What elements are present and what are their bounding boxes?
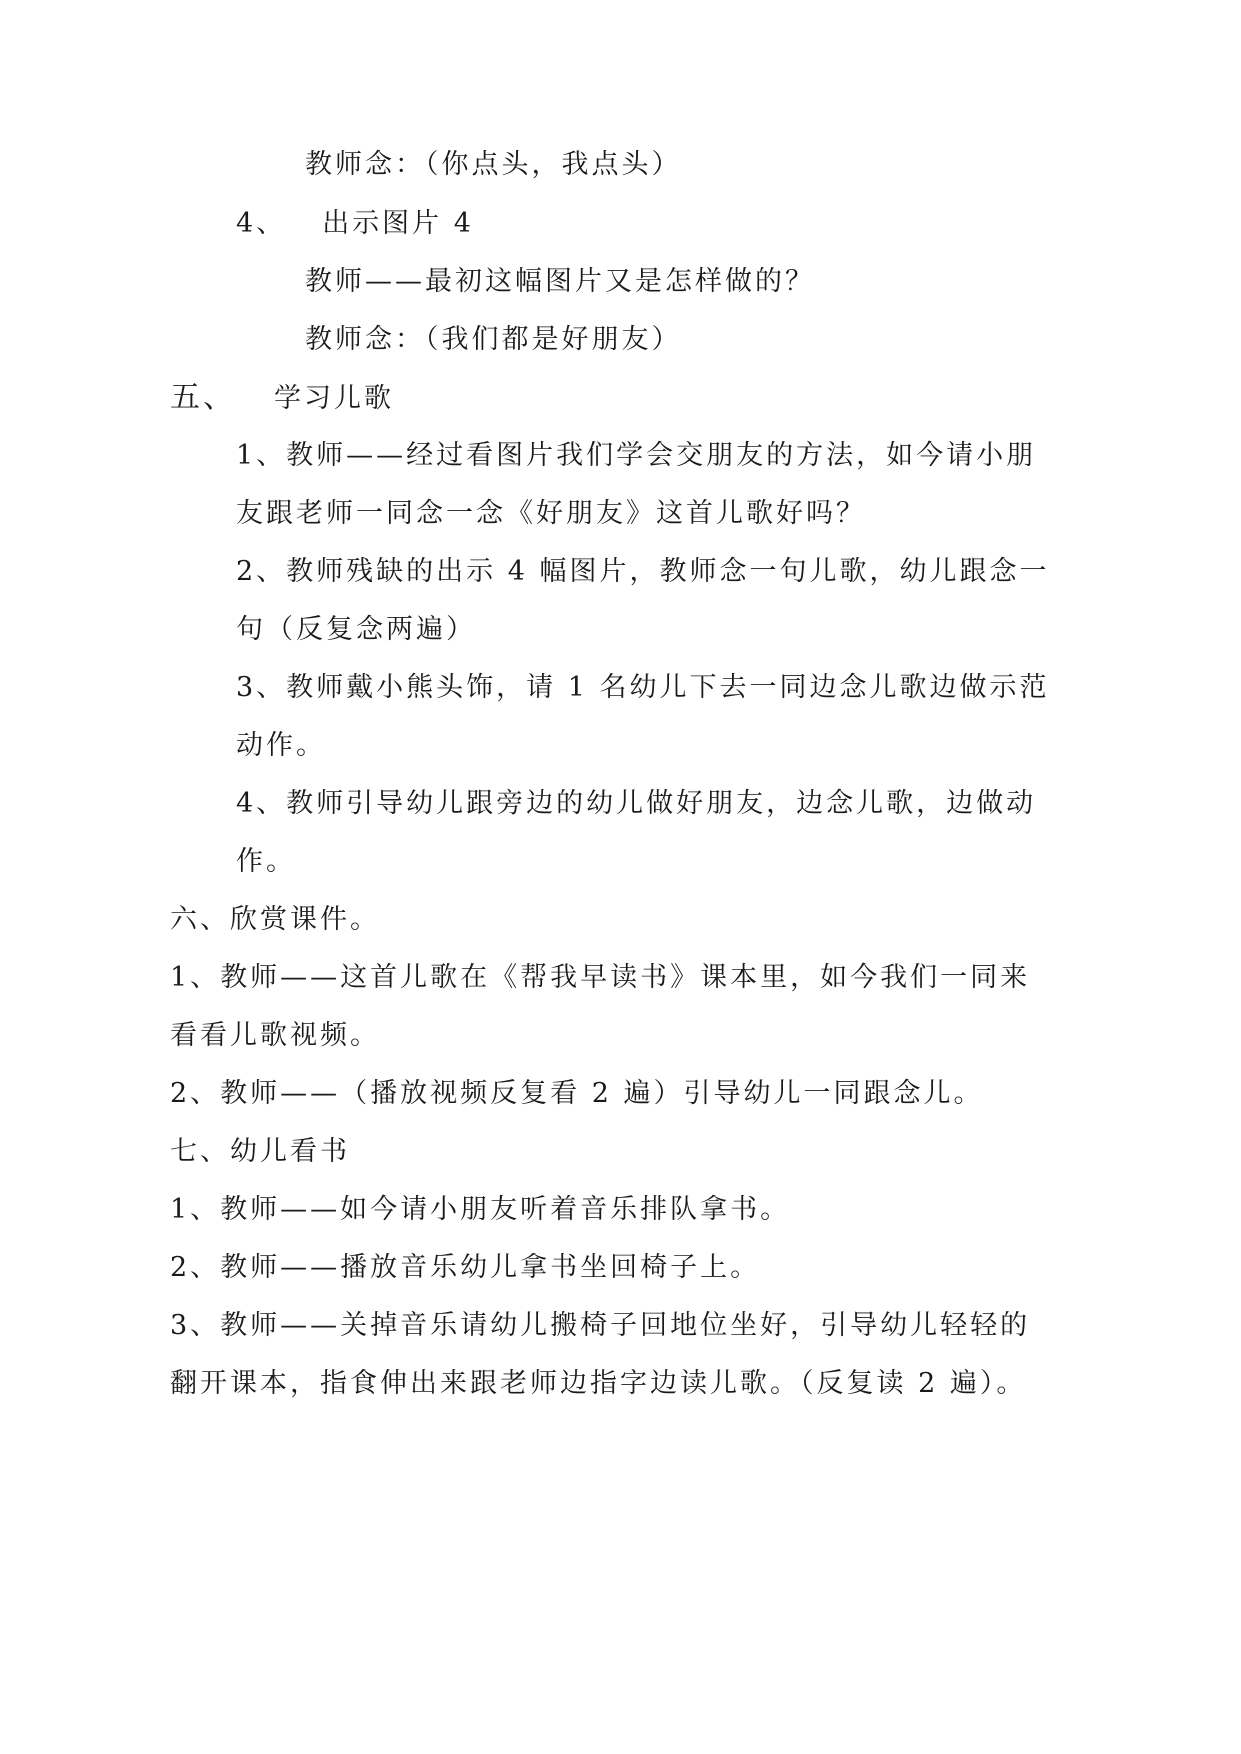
section5-item4-line2: 作。 <box>236 846 296 877</box>
section6-heading: 六、欣赏课件。 <box>170 904 380 935</box>
section5-item2-line1: 2、教师残缺的出示 4 幅图片，教师念一句儿歌，幼儿跟念一 <box>236 556 1050 587</box>
section7-item3-line1: 3、教师——关掉音乐请幼儿搬椅子回地位坐好，引导幼儿轻轻的 <box>170 1310 1031 1341</box>
section7-item1: 1、教师——如今请小朋友听着音乐排队拿书。 <box>170 1194 791 1225</box>
section5-heading <box>170 378 394 419</box>
section5-item3-line2: 动作。 <box>236 730 326 761</box>
step4-number: 4、 <box>236 208 287 239</box>
section6-item1-line2: 看看儿歌视频。 <box>170 1020 380 1051</box>
section7-heading: 七、幼儿看书 <box>170 1136 350 1167</box>
step4-heading <box>236 204 474 244</box>
step4-title: 出示图片 4 <box>322 208 474 239</box>
section5-title: 学习儿歌 <box>274 383 394 414</box>
section5-number: 五、 <box>170 380 236 415</box>
section7-item2: 2、教师——播放音乐幼儿拿书坐回椅子上。 <box>170 1252 761 1283</box>
step3-chant: 教师念：（你点头，我点头） <box>305 149 682 180</box>
section6-item2: 2、教师——（播放视频反复看 2 遍）引导幼儿一同跟念儿。 <box>170 1078 984 1109</box>
section6-item1-line1: 1、教师——这首儿歌在《帮我早读书》课本里，如今我们一同来 <box>170 962 1031 993</box>
step4-chant: 教师念：（我们都是好朋友） <box>305 324 682 355</box>
section5-item1-line1: 1、教师——经过看图片我们学会交朋友的方法，如今请小朋 <box>236 440 1037 471</box>
section5-item4-line1: 4、教师引导幼儿跟旁边的幼儿做好朋友，边念儿歌，边做动 <box>236 788 1037 819</box>
section5-item3-line1: 3、教师戴小熊头饰，请 1 名幼儿下去一同边念儿歌边做示范 <box>236 672 1050 703</box>
section5-item1-line2: 友跟老师一同念一念《好朋友》这首儿歌好吗？ <box>236 498 866 529</box>
step4-question: 教师——最初这幅图片又是怎样做的？ <box>305 266 815 297</box>
section5-item2-line2: 句（反复念两遍） <box>236 614 476 645</box>
section7-item3-line2: 翻开课本，指食伸出来跟老师边指字边读儿歌。（反复读 2 遍）。 <box>170 1368 1027 1399</box>
